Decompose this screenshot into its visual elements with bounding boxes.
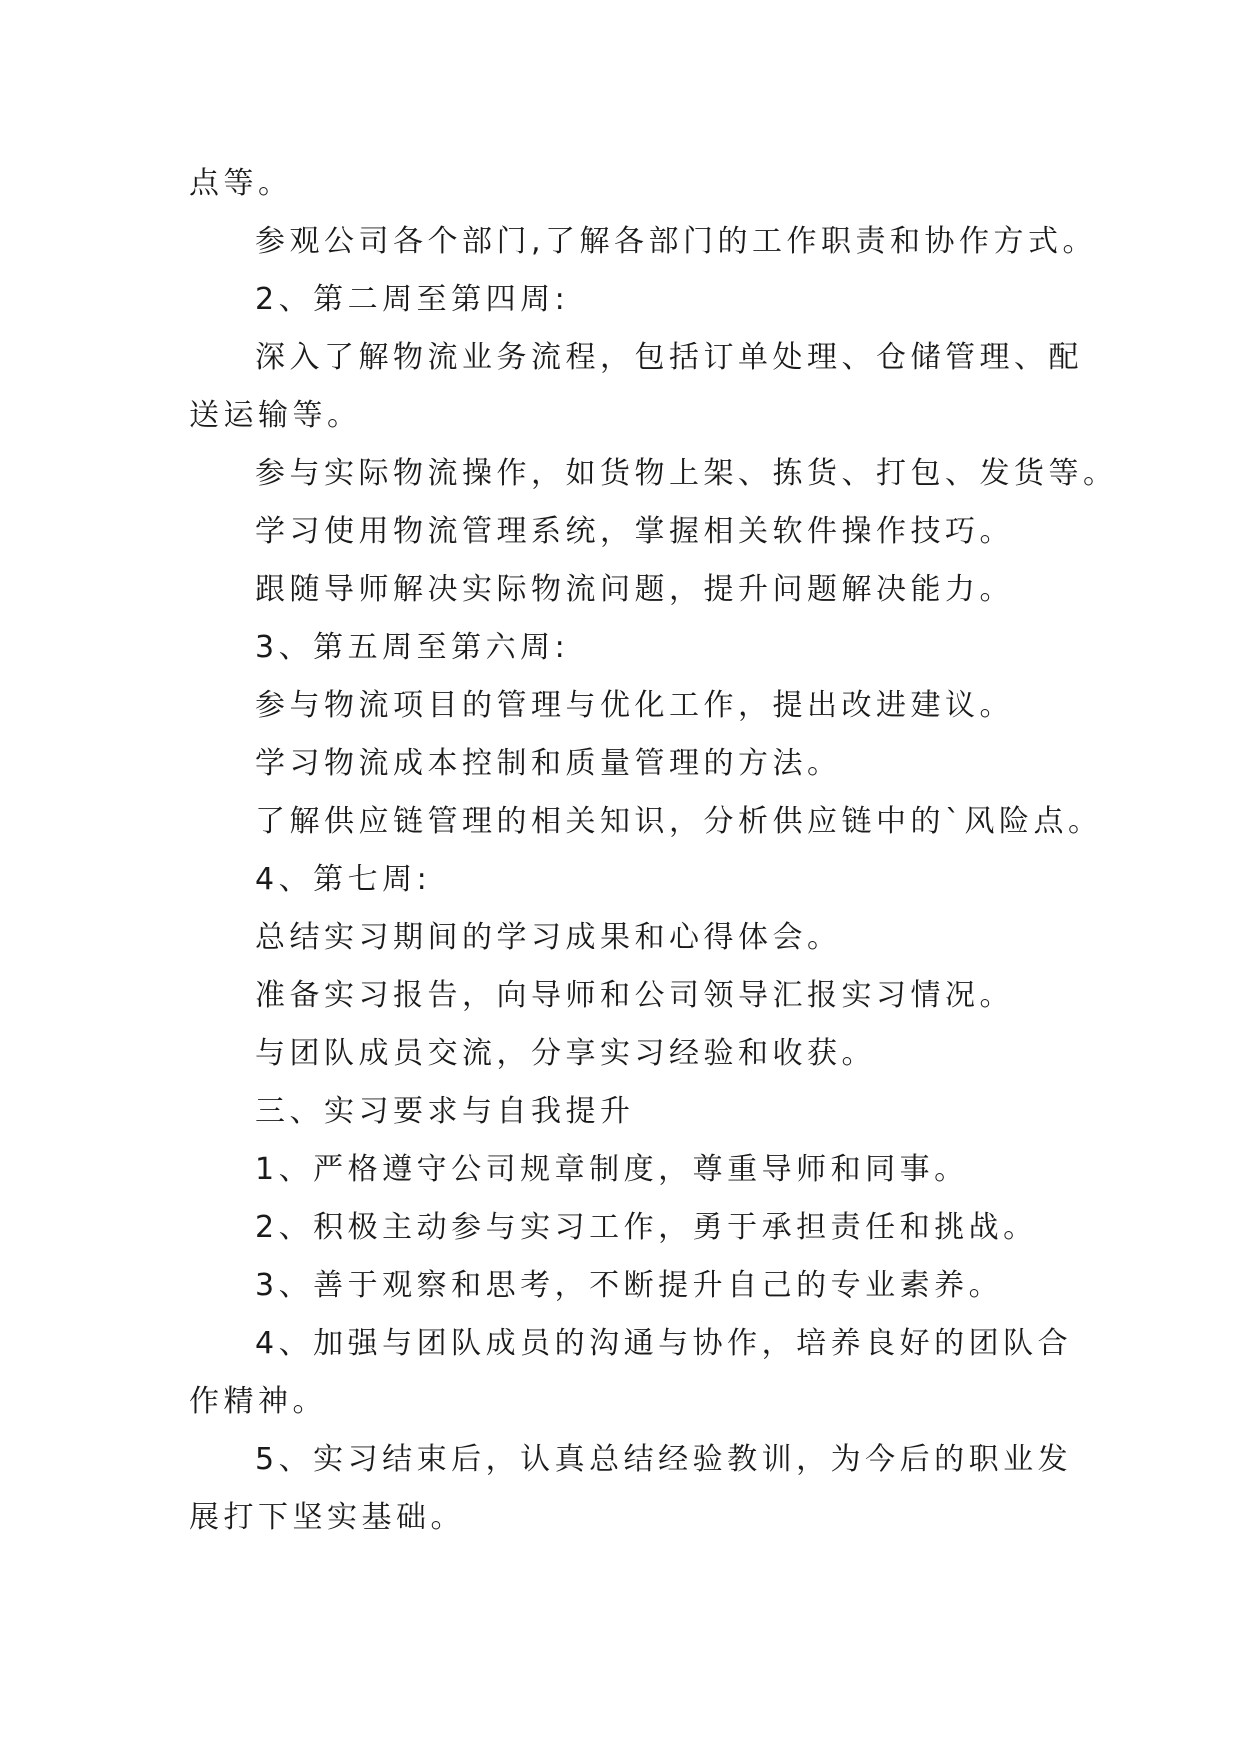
text-line: 作精神。 <box>189 1384 327 1419</box>
text-line: 2、第二周至第四周: <box>255 282 570 317</box>
text-line: 总结实习期间的学习成果和心得体会。 <box>255 920 842 955</box>
text-line: 学习使用物流管理系统，掌握相关软件操作技巧。 <box>255 514 1014 549</box>
text-line: 跟随导师解决实际物流问题，提升问题解决能力。 <box>255 572 1014 607</box>
text-line: 3、善于观察和思考，不断提升自己的专业素养。 <box>255 1268 1004 1303</box>
text-line: 深入了解物流业务流程，包括订单处理、仓储管理、配 <box>255 340 1083 375</box>
text-line: 参观公司各个部门,了解各部门的工作职责和协作方式。 <box>255 224 1098 259</box>
text-line: 4、第七周: <box>255 862 432 897</box>
text-line: 3、第五周至第六周: <box>255 630 570 665</box>
text-line: 送运输等。 <box>189 398 362 433</box>
text-line: 了解供应链管理的相关知识，分析供应链中的`风险点。 <box>255 804 1103 839</box>
text-line: 5、实习结束后，认真总结经验教训，为今后的职业发 <box>255 1442 1073 1477</box>
text-line: 2、积极主动参与实习工作，勇于承担责任和挑战。 <box>255 1210 1038 1245</box>
text-line: 点等。 <box>189 166 293 201</box>
text-line: 1、严格遵守公司规章制度，尊重导师和同事。 <box>255 1152 969 1187</box>
text-line: 展打下坚实基础。 <box>189 1500 465 1535</box>
text-line: 学习物流成本控制和质量管理的方法。 <box>255 746 842 781</box>
text-line: 参与实际物流操作，如货物上架、拣货、打包、发货等。 <box>255 456 1118 491</box>
section-heading: 三、实习要求与自我提升 <box>255 1094 635 1129</box>
text-line: 参与物流项目的管理与优化工作，提出改进建议。 <box>255 688 1014 723</box>
text-line: 准备实习报告，向导师和公司领导汇报实习情况。 <box>255 978 1014 1013</box>
text-line: 与团队成员交流，分享实习经验和收获。 <box>255 1036 876 1071</box>
text-line: 4、加强与团队成员的沟通与协作，培养良好的团队合 <box>255 1326 1073 1361</box>
